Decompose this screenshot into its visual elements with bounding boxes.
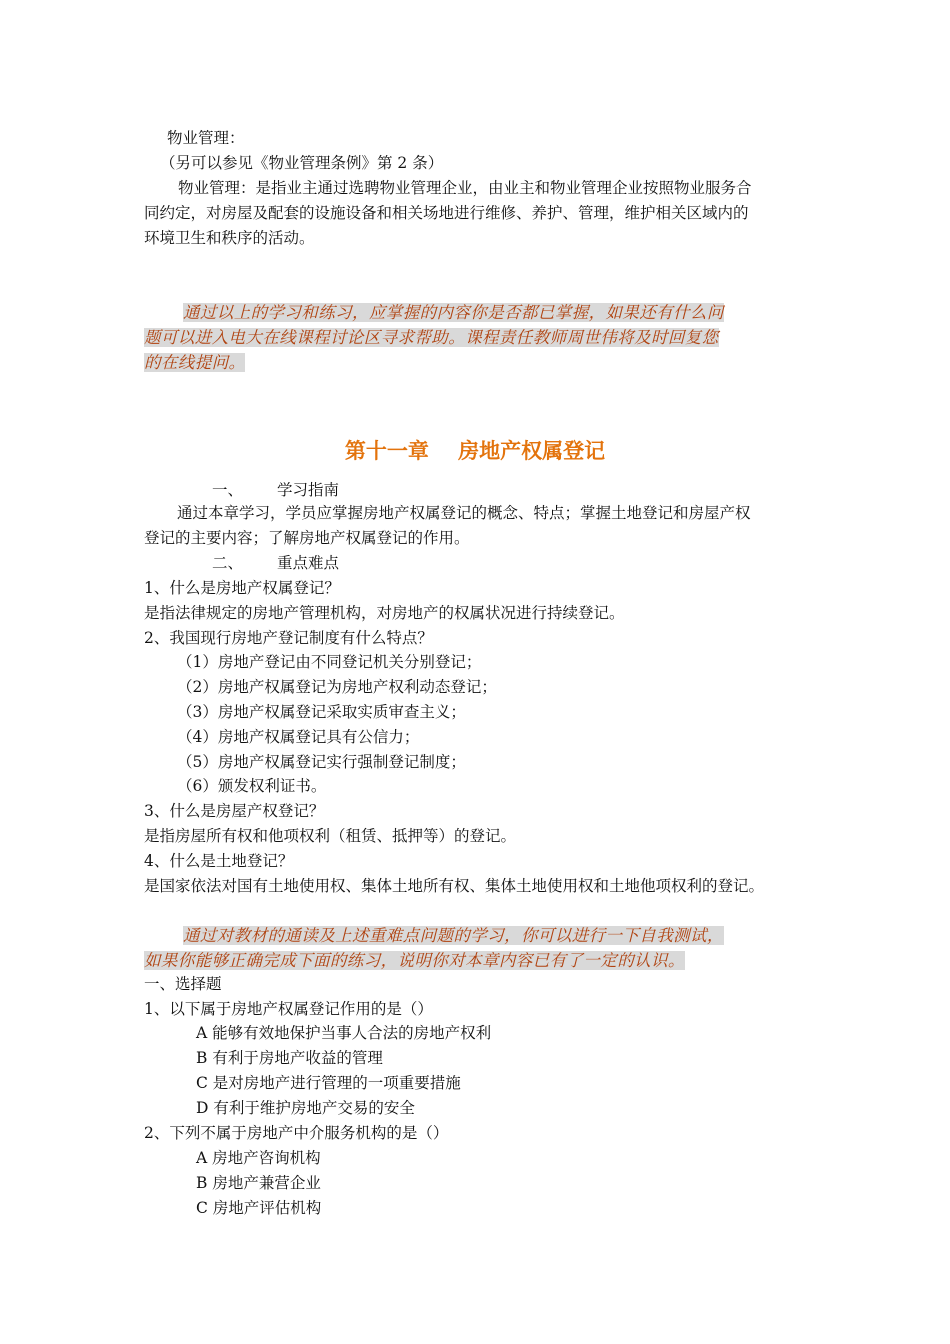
exercise-option: D 有利于维护房地产交易的安全 — [196, 1099, 415, 1117]
exercise-option: A 能够有效地保护当事人合法的房地产权利 — [196, 1024, 492, 1042]
section-number: 一、 — [212, 481, 244, 499]
question: 3、什么是房屋产权登记？ — [144, 802, 325, 820]
list-item: （3）房地产权属登记采取实质审查主义； — [177, 703, 466, 721]
answer: 是指法律规定的房地产管理机构，对房地产的权属状况进行持续登记。 — [144, 604, 625, 622]
definition-line: 环境卫生和秩序的活动。 — [144, 229, 315, 247]
question: 2、我国现行房地产登记制度有什么特点？ — [144, 629, 433, 647]
exercise-heading: 一、选择题 — [144, 975, 222, 993]
exercise-option: C 房地产评估机构 — [196, 1199, 322, 1217]
exercise-option: B 有利于房地产收益的管理 — [196, 1049, 383, 1067]
exercise-question: 2、下列不属于房地产中介服务机构的是（） — [144, 1124, 449, 1142]
list-item: （4）房地产权属登记具有公信力； — [177, 728, 420, 746]
chapter-title: 第十一章 房地产权属登记 — [344, 439, 606, 463]
section-title: 学习指南 — [277, 481, 340, 499]
self-test-tip-line: 通过对教材的通读及上述重难点问题的学习，你可以进行一下自我测试， — [183, 926, 724, 945]
answer: 是国家依法对国有土地使用权、集体土地所有权、集体土地使用权和土地他项权利的登记。 — [144, 877, 765, 895]
question: 1、什么是房地产权属登记？ — [144, 579, 340, 597]
exercise-option: B 房地产兼营企业 — [196, 1174, 321, 1192]
guide-line: 通过本章学习，学员应掌握房地产权属登记的概念、特点；掌握土地登记和房屋产权 — [177, 504, 751, 522]
question: 4、什么是土地登记？ — [144, 852, 294, 870]
list-item: （1）房地产登记由不同登记机关分别登记； — [177, 653, 482, 671]
term-label: 物业管理： — [167, 129, 245, 147]
list-item: （2）房地产权属登记为房地产权利动态登记； — [177, 678, 497, 696]
exercise-question: 1、以下属于房地产权属登记作用的是（） — [144, 1000, 433, 1018]
self-test-tip-line: 如果你能够正确完成下面的练习，说明你对本章内容已有了一定的认识。 — [144, 951, 685, 970]
guide-line: 登记的主要内容；了解房地产权属登记的作用。 — [144, 529, 470, 547]
reference-note: （另可以参见《物业管理条例》第 2 条） — [160, 154, 444, 172]
section-title: 重点难点 — [277, 554, 340, 572]
definition-line: 物业管理：是指业主通过选聘物业管理企业，由业主和物业管理企业按照物业服务合 — [178, 179, 752, 197]
exercise-option: A 房地产咨询机构 — [196, 1149, 321, 1167]
study-tip-line: 的在线提问。 — [144, 353, 246, 372]
section-number: 二、 — [212, 554, 244, 572]
list-item: （5）房地产权属登记实行强制登记制度； — [177, 753, 466, 771]
list-item: （6）颁发权利证书。 — [177, 777, 327, 795]
definition-line: 同约定，对房屋及配套的设施设备和相关场地进行维修、养护、管理，维护相关区域内的 — [144, 204, 749, 222]
answer: 是指房屋所有权和他项权利（租赁、抵押等）的登记。 — [144, 827, 517, 845]
exercise-option: C 是对房地产进行管理的一项重要措施 — [196, 1074, 461, 1092]
study-tip-line: 题可以进入电大在线课程讨论区寻求帮助。课程责任教师周世伟将及时回复您 — [144, 328, 719, 347]
study-tip-line: 通过以上的学习和练习，应掌握的内容你是否都已掌握，如果还有什么问 — [183, 303, 724, 322]
